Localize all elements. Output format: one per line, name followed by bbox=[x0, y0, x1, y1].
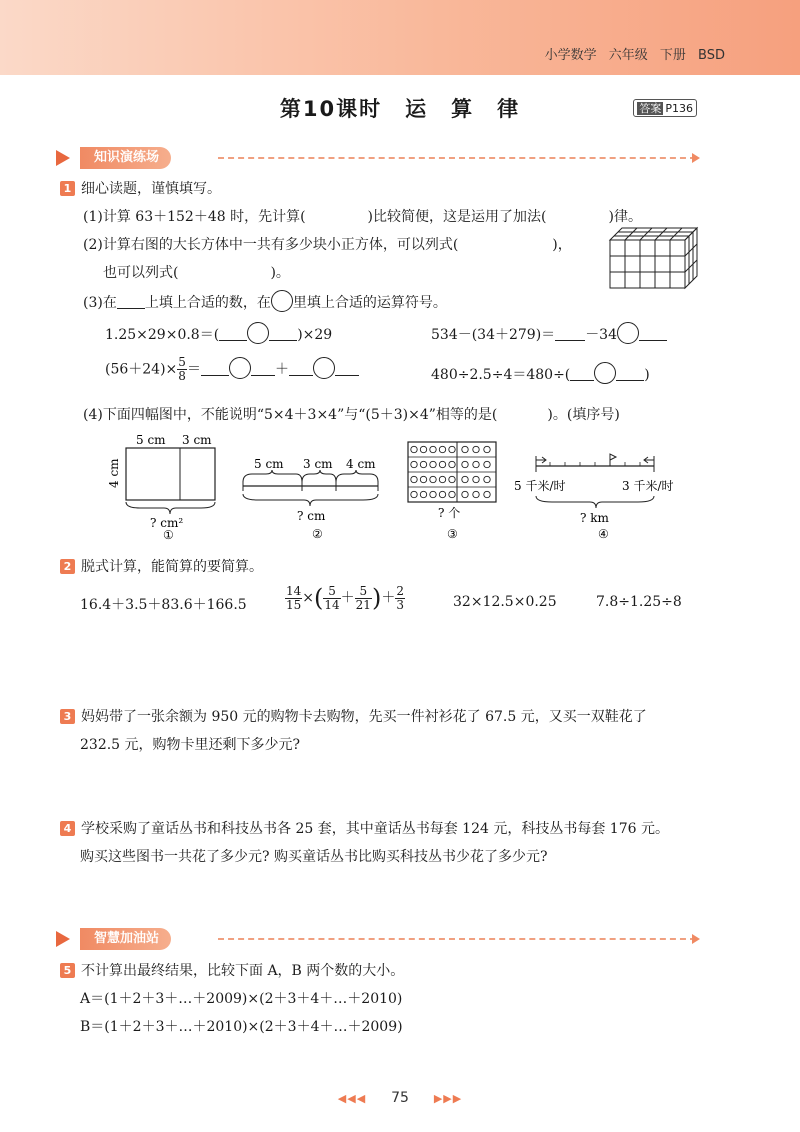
q1-e3-blank1[interactable] bbox=[201, 361, 229, 376]
fig1-side: 4 cm bbox=[107, 458, 121, 488]
fig3-circle bbox=[449, 461, 455, 467]
q4-line1-text: 学校采购了童话丛书和科技丛书各 25 套，其中童话丛书每套 124 元，科技丛书每套 176 元。 bbox=[81, 821, 669, 837]
header-term: 下册 bbox=[659, 48, 686, 63]
fig2-bottom: ? cm bbox=[297, 509, 326, 523]
answer-key: 答案 bbox=[639, 102, 662, 115]
q1-p1-text-c: )律。 bbox=[608, 209, 642, 225]
q2-expr3: 32×12.5×0.25 bbox=[453, 594, 557, 610]
section-practice-label: 知识演练场 bbox=[80, 147, 171, 169]
q5-stem bbox=[60, 960, 404, 980]
q1-e4-blank2[interactable] bbox=[616, 366, 644, 381]
fig3-circle bbox=[462, 446, 468, 452]
banner-dashed-line-2 bbox=[218, 938, 696, 940]
fig3-circle bbox=[473, 491, 479, 497]
q1-e1-blank2[interactable] bbox=[269, 326, 297, 341]
header-subject: 小学数学 bbox=[544, 48, 597, 63]
fig4-right: 3 千米/时 bbox=[622, 479, 674, 493]
header-band bbox=[0, 0, 800, 75]
fig3-circle bbox=[484, 491, 490, 497]
q1-e4-blank1[interactable] bbox=[570, 366, 594, 381]
header-info bbox=[545, 44, 725, 63]
fig3-circle bbox=[420, 446, 426, 452]
q1-number: 1 bbox=[60, 181, 75, 196]
fig1-bottom: ? cm² bbox=[150, 516, 184, 530]
fig3-circle bbox=[462, 461, 468, 467]
prev-arrows-icon: ◀◀◀ bbox=[337, 1092, 367, 1105]
q1-p3-text-c: 里填上合适的运算符号。 bbox=[292, 295, 447, 311]
q1-e2-blank2[interactable] bbox=[639, 326, 667, 341]
q2-e2-frac3 bbox=[355, 585, 372, 612]
q1-expr3 bbox=[105, 356, 359, 383]
section-practice-banner bbox=[58, 147, 696, 169]
fig3-circle bbox=[411, 446, 417, 452]
fig3-circle bbox=[411, 491, 417, 497]
q1-stem bbox=[60, 178, 221, 198]
q2-e2-n3: 5 bbox=[355, 585, 372, 599]
q3-line1-text: 妈妈带了一张余额为 950 元的购物卡去购物，先买一件衬衫花了 67.5 元，又买一双鞋花了 bbox=[81, 709, 647, 725]
q1-e3-denominator: 8 bbox=[178, 369, 186, 383]
q1-e4-text-b: ) bbox=[644, 367, 650, 383]
q1-p1-text-a: (1)计算 63＋152＋48 时，先计算( bbox=[83, 209, 306, 225]
q1-p2-text-d: )。 bbox=[270, 265, 290, 281]
q2-e2-frac2 bbox=[323, 585, 340, 612]
q1-e3-numerator: 5 bbox=[178, 355, 186, 369]
fig3-bottom: ? 个 bbox=[438, 506, 461, 520]
fig3-circle bbox=[430, 476, 436, 482]
q1-e2-blank1[interactable] bbox=[555, 326, 585, 341]
figure-1-rectangle bbox=[100, 430, 230, 540]
q4-line1 bbox=[60, 818, 669, 838]
q1-p3-text-a: (3)在 bbox=[83, 295, 117, 311]
q1-p4-text-a: (4)下面四幅图中，不能说明“5×4＋3×4”与“(5＋3)×4”相等的是( bbox=[83, 407, 498, 423]
q1-e3-circle2[interactable] bbox=[313, 357, 335, 379]
q1-part4 bbox=[83, 404, 620, 424]
q4-line2: 购买这些图书一共花了多少元? 购买童话丛书比购买科技丛书少花了多少元? bbox=[80, 849, 548, 865]
q1-e3-fraction bbox=[177, 356, 187, 383]
fig3-circle bbox=[430, 491, 436, 497]
q1-e1-circle[interactable] bbox=[247, 322, 269, 344]
fig3-circle bbox=[439, 491, 445, 497]
fig3-circle bbox=[439, 476, 445, 482]
header-edition: BSD bbox=[698, 48, 725, 63]
fig1-top2: 3 cm bbox=[182, 433, 212, 447]
q1-p2-text-b: )， bbox=[552, 237, 572, 253]
banner-arrow-icon bbox=[56, 150, 70, 166]
fig3-circle bbox=[430, 461, 436, 467]
q2-e2-d4: 3 bbox=[396, 597, 404, 612]
q5-expr-b: B＝(1＋2＋3＋…＋2010)×(2＋3＋4＋…＋2009) bbox=[80, 1019, 403, 1035]
fig3-circle bbox=[449, 491, 455, 497]
q1-e2-text-a: 534－(34＋279)＝ bbox=[431, 327, 556, 343]
page-title: 第10课时 运 算 律 bbox=[279, 97, 521, 121]
q1-e3-text-a: (56＋24)× bbox=[105, 361, 178, 378]
q2-e2-n4: 2 bbox=[396, 583, 404, 598]
q2-e2-n2: 5 bbox=[323, 585, 340, 599]
q1-e4-circle[interactable] bbox=[594, 362, 616, 384]
q1-e1-blank1[interactable] bbox=[219, 326, 247, 341]
q1-p3-sample-circle bbox=[271, 290, 293, 312]
q2-expr4: 7.8÷1.25÷8 bbox=[596, 594, 682, 610]
q2-e2-frac4 bbox=[395, 585, 405, 612]
fig3-circle bbox=[411, 461, 417, 467]
q1-expr1 bbox=[105, 322, 332, 344]
fig2-s1: 5 cm bbox=[254, 457, 284, 471]
cuboid-figure bbox=[608, 226, 700, 290]
fig4-bottom: ? km bbox=[580, 511, 609, 525]
fig3-circle bbox=[411, 476, 417, 482]
fig3-circle bbox=[484, 476, 490, 482]
figure-4-travel bbox=[512, 450, 692, 540]
fig3-circle bbox=[420, 476, 426, 482]
fig2-s2: 3 cm bbox=[303, 457, 333, 471]
q3-number: 3 bbox=[60, 709, 75, 724]
q2-number: 2 bbox=[60, 559, 75, 574]
page-footer bbox=[0, 1090, 800, 1106]
fig1-top1: 5 cm bbox=[136, 433, 166, 447]
q1-e3-blank2[interactable] bbox=[251, 361, 275, 376]
flag-icon bbox=[610, 454, 616, 466]
q1-p3-text-b: 上填上合适的数，在 bbox=[144, 295, 271, 311]
q5-expr-a: A＝(1＋2＋3＋…＋2009)×(2＋3＋4＋…＋2010) bbox=[80, 991, 403, 1007]
q2-e2-frac1 bbox=[285, 585, 302, 612]
q1-stem-text: 细心读题，谨慎填写。 bbox=[81, 181, 221, 197]
q1-e3-blank4[interactable] bbox=[335, 361, 359, 376]
fig3-circle bbox=[473, 446, 479, 452]
q1-p3-sample-blank bbox=[117, 294, 145, 309]
q1-p4-text-b: )。(填序号) bbox=[547, 407, 620, 423]
figure-2-segments bbox=[240, 452, 385, 540]
q1-e3-blank3[interactable] bbox=[289, 361, 313, 376]
q2-e2-n1: 14 bbox=[286, 583, 302, 598]
q1-p2-text-c: 也可以列式( bbox=[103, 265, 179, 281]
q2-stem bbox=[60, 556, 263, 576]
q1-e3-text-c: ＋ bbox=[274, 361, 289, 378]
fig3-circle bbox=[439, 446, 445, 452]
q2-stem-text: 脱式计算，能简算的要简算。 bbox=[81, 559, 263, 575]
fig3-circle bbox=[420, 491, 426, 497]
fig1-label: ① bbox=[163, 528, 174, 540]
q5-stem-text: 不计算出最终结果，比较下面 A，B 两个数的大小。 bbox=[81, 963, 405, 979]
fig3-label: ③ bbox=[447, 527, 458, 540]
q1-e1-text-a: 1.25×29×0.8＝( bbox=[105, 327, 220, 343]
header-grade: 六年级 bbox=[608, 48, 648, 63]
fig4-label: ④ bbox=[598, 527, 609, 540]
q2-e2-d3: 21 bbox=[355, 597, 371, 612]
answer-ref bbox=[633, 99, 697, 117]
figure-3-circle-grid bbox=[400, 437, 510, 540]
page-number: 75 bbox=[391, 1090, 409, 1106]
q2-e2-d2: 14 bbox=[324, 597, 340, 612]
next-arrows-icon: ▶▶▶ bbox=[433, 1092, 463, 1105]
q2-e2-lparen: ( bbox=[314, 584, 324, 612]
q3-line2: 232.5 元，购物卡里还剩下多少元? bbox=[80, 737, 301, 753]
banner-dashed-line bbox=[218, 157, 696, 159]
q1-e3-circle1[interactable] bbox=[229, 357, 251, 379]
q1-part2-line2 bbox=[103, 262, 290, 282]
q1-p1-text-b: )比较简便，这是运用了加法( bbox=[367, 209, 547, 225]
q2-e2-plus: ＋ bbox=[340, 590, 355, 606]
fig2-s3: 4 cm bbox=[346, 457, 376, 471]
fig3-circle bbox=[449, 476, 455, 482]
answer-page: P136 bbox=[665, 102, 693, 115]
fig4-left: 5 千米/时 bbox=[514, 479, 566, 493]
q1-e2-circle[interactable] bbox=[617, 322, 639, 344]
q1-p2-text-a: (2)计算右图的大长方体中一共有多少块小正方体，可以列式( bbox=[83, 237, 459, 253]
q1-e3-text-b: ＝ bbox=[186, 361, 201, 378]
q1-part1 bbox=[83, 206, 642, 226]
q2-e2-times: × bbox=[302, 590, 315, 606]
q1-part2 bbox=[83, 234, 572, 254]
fig3-circle bbox=[430, 446, 436, 452]
banner-arrow-icon-2 bbox=[56, 931, 70, 947]
fig3-circle bbox=[420, 461, 426, 467]
fig3-circle bbox=[473, 476, 479, 482]
q4-number: 4 bbox=[60, 821, 75, 836]
fig3-circle bbox=[484, 461, 490, 467]
q2-expr2 bbox=[285, 584, 405, 612]
q1-expr2 bbox=[431, 322, 667, 344]
q5-number: 5 bbox=[60, 963, 75, 978]
q1-e2-text-b: －34 bbox=[585, 327, 618, 343]
fig3-circle bbox=[473, 461, 479, 467]
fig3-circle bbox=[484, 446, 490, 452]
q2-e2-rparen: ) bbox=[371, 584, 382, 612]
q1-expr4 bbox=[431, 362, 650, 384]
q2-e2-plus2: ＋ bbox=[381, 590, 396, 606]
q2-expr1: 16.4＋3.5＋83.6＋166.5 bbox=[80, 597, 247, 613]
q1-e1-text-b: )×29 bbox=[297, 327, 333, 343]
section-wisdom-label: 智慧加油站 bbox=[80, 928, 171, 950]
fig3-circle bbox=[449, 446, 455, 452]
q1-e4-text-a: 480÷2.5÷4＝480÷( bbox=[431, 367, 571, 383]
fig3-circle bbox=[439, 461, 445, 467]
fig2-label: ② bbox=[312, 527, 323, 540]
q3-line1 bbox=[60, 706, 647, 726]
fig3-circle bbox=[462, 476, 468, 482]
q1-part3 bbox=[83, 290, 447, 312]
section-wisdom-banner bbox=[58, 928, 696, 950]
q2-e2-d1: 15 bbox=[286, 597, 302, 612]
fig3-circle bbox=[462, 491, 468, 497]
